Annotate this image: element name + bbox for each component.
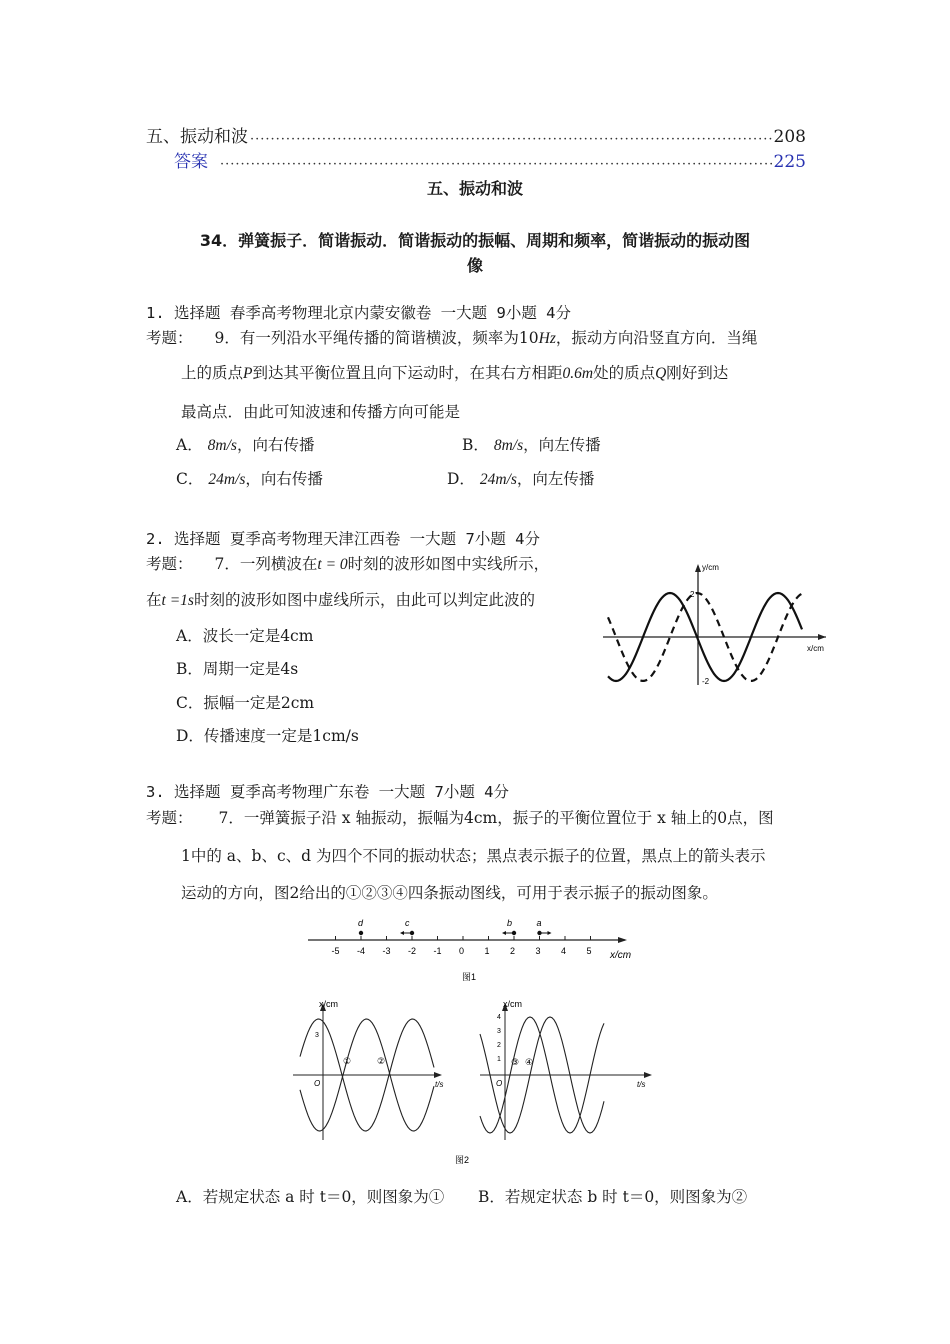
q2-option-d[interactable]: D．传播速度一定是1cm/s bbox=[176, 727, 359, 745]
topic-heading-line1: 34．弹簧振子．简谐振动．简谐振动的振幅、周期和频率，简谐振动的振动图 bbox=[199, 231, 751, 250]
q3-stem-line3: 运动的方向，图2给出的①②③④四条振动图线，可用于表示振子的振动图象。 bbox=[181, 884, 718, 902]
tick-label: 3 bbox=[535, 946, 541, 956]
tick-label: -5 bbox=[331, 946, 340, 956]
q3-option-b[interactable]: B．若规定状态 b 时 t＝0，则图象为② bbox=[478, 1188, 748, 1206]
y-axis-label: y/cm bbox=[702, 563, 719, 572]
origin-label: O bbox=[314, 1079, 321, 1088]
number-line-arrow bbox=[618, 937, 627, 943]
arrow-head-c bbox=[400, 931, 404, 935]
state-points bbox=[358, 918, 552, 935]
graph-right bbox=[480, 999, 652, 1140]
q2-option-b[interactable]: B．周期一定是4s bbox=[176, 660, 299, 678]
x-axis-label: x/cm bbox=[807, 644, 824, 653]
t-axis-arrow bbox=[434, 1072, 442, 1078]
curve-2-label: ② bbox=[377, 1056, 386, 1066]
curve-3-label: ③ bbox=[511, 1057, 520, 1067]
toc-entry-chapter[interactable] bbox=[146, 125, 806, 147]
q1-header: 1. 选择题 春季高考物理北京内蒙安徽卷 一大题 9小题 4分 bbox=[146, 304, 571, 322]
x-axis-label: x/cm bbox=[610, 950, 632, 961]
toc-page: 225 bbox=[773, 152, 806, 172]
state-label-b: b bbox=[507, 918, 513, 928]
toc-leader-dots bbox=[220, 157, 772, 172]
state-label-d: d bbox=[358, 918, 364, 928]
section-title: 五、振动和波 bbox=[426, 179, 523, 198]
toc-page: 208 bbox=[773, 127, 806, 147]
x-axis-arrow bbox=[818, 634, 826, 640]
figure-2-caption: 图2 bbox=[455, 1155, 470, 1165]
q2-wave-figure bbox=[598, 560, 838, 690]
tick-label: 2 bbox=[510, 946, 516, 956]
toc-label: 答案 bbox=[174, 152, 208, 172]
q2-stem-line1: 考题： 7．一列横波在t = 0时刻的波形如图中实线所示， bbox=[146, 555, 550, 573]
q1-option-d[interactable]: D． 24m/s，向左传播 bbox=[447, 470, 595, 488]
t-axis-label: t/s bbox=[435, 1080, 444, 1089]
arrow-head-b bbox=[502, 931, 506, 935]
graph-left bbox=[293, 999, 443, 1140]
tick-label: -3 bbox=[382, 946, 391, 956]
tick-label: 4 bbox=[561, 946, 567, 956]
q1-freq-unit: Hz bbox=[538, 330, 556, 347]
tick-3: 3 bbox=[497, 1028, 501, 1035]
q2-option-a[interactable]: A．波长一定是4cm bbox=[176, 627, 314, 645]
q1-distance: 0.6m bbox=[562, 365, 594, 382]
toc-entry-answers[interactable] bbox=[146, 150, 806, 172]
q3-stem-line2: 1中的 a、b、c、d 为四个不同的振动状态；黑点表示振子的位置，黑点上的箭头表示 bbox=[181, 847, 766, 865]
t-axis-label: t/s bbox=[637, 1080, 646, 1089]
toc-label: 五、振动和波 bbox=[146, 127, 248, 147]
y-axis-label: x/cm bbox=[503, 999, 522, 1009]
q1-option-c[interactable]: C． 24m/s，向右传播 bbox=[176, 470, 323, 488]
curve-4-label: ④ bbox=[525, 1057, 534, 1067]
figure-1-caption: 图1 bbox=[462, 972, 477, 982]
y-axis-label: x/cm bbox=[319, 999, 338, 1009]
q2-header: 2. 选择题 夏季高考物理天津江西卷 一大题 7小题 4分 bbox=[146, 530, 540, 548]
q1-label: 考题： bbox=[146, 329, 193, 347]
y-axis-arrow bbox=[695, 564, 701, 572]
tick-label: 5 bbox=[586, 946, 592, 956]
q3-figure-1 bbox=[300, 914, 650, 990]
q2-stem-line2: 在t =1s时刻的波形如图中虚线所示，由此可以判定此波的 bbox=[146, 591, 535, 609]
state-label-a: a bbox=[536, 918, 542, 928]
tick-2: 2 bbox=[690, 590, 695, 599]
arrow-head-a bbox=[548, 931, 552, 935]
tick-label: 1 bbox=[484, 946, 490, 956]
q1-stem-line2: 上的质点P到达其平衡位置且向下运动时，在其右方相距0.6m处的质点Q刚好到达 bbox=[181, 364, 729, 382]
q2-label: 考题： bbox=[146, 555, 193, 573]
topic-heading-line2: 像 bbox=[466, 256, 483, 275]
state-label-c: c bbox=[405, 918, 410, 928]
tick-1: 1 bbox=[497, 1056, 501, 1063]
q3-stem-line1: 考题： 7．一弹簧振子沿 x 轴振动，振幅为4cm，振子的平衡位置位于 x 轴上的0点，图 bbox=[146, 809, 774, 827]
point-p: P bbox=[243, 365, 253, 382]
tick-2: 2 bbox=[497, 1042, 501, 1049]
q3-option-a[interactable]: A．若规定状态 a 时 t＝0，则图象为① bbox=[176, 1188, 445, 1206]
q1-freq: 10 bbox=[518, 329, 539, 347]
tick-label: -1 bbox=[433, 946, 442, 956]
q1-stem-line3: 最高点．由此可知波速和传播方向可能是 bbox=[181, 403, 461, 421]
tick-label: -4 bbox=[357, 946, 366, 956]
origin-label: O bbox=[496, 1079, 503, 1088]
q3-figure-2 bbox=[285, 995, 670, 1170]
curve-1-label: ① bbox=[343, 1056, 352, 1066]
q3-header: 3. 选择题 夏季高考物理广东卷 一大题 7小题 4分 bbox=[146, 783, 509, 801]
state-point-d bbox=[359, 931, 363, 935]
q1-option-b[interactable]: B． 8m/s，向左传播 bbox=[462, 436, 601, 454]
tick-3: 3 bbox=[315, 1032, 319, 1039]
q1-stem-line1: 考题： 9．有一列沿水平绳传播的简谐横波，频率为10Hz，振动方向沿竖直方向．当绳 bbox=[146, 329, 758, 347]
q1-option-a[interactable]: A． 8m/s，向右传播 bbox=[176, 436, 315, 454]
q3-label: 考题： bbox=[146, 809, 193, 827]
tick-label: -2 bbox=[408, 946, 417, 956]
tick-label: 0 bbox=[459, 946, 465, 956]
tick-4: 4 bbox=[497, 1014, 501, 1021]
q2-option-c[interactable]: C．振幅一定是2cm bbox=[176, 694, 315, 712]
t-axis-arrow bbox=[644, 1072, 652, 1078]
toc-leader-dots bbox=[250, 132, 772, 147]
point-q: Q bbox=[655, 365, 667, 382]
tick-minus-2: -2 bbox=[702, 677, 710, 686]
number-line-ticks bbox=[332, 936, 592, 956]
